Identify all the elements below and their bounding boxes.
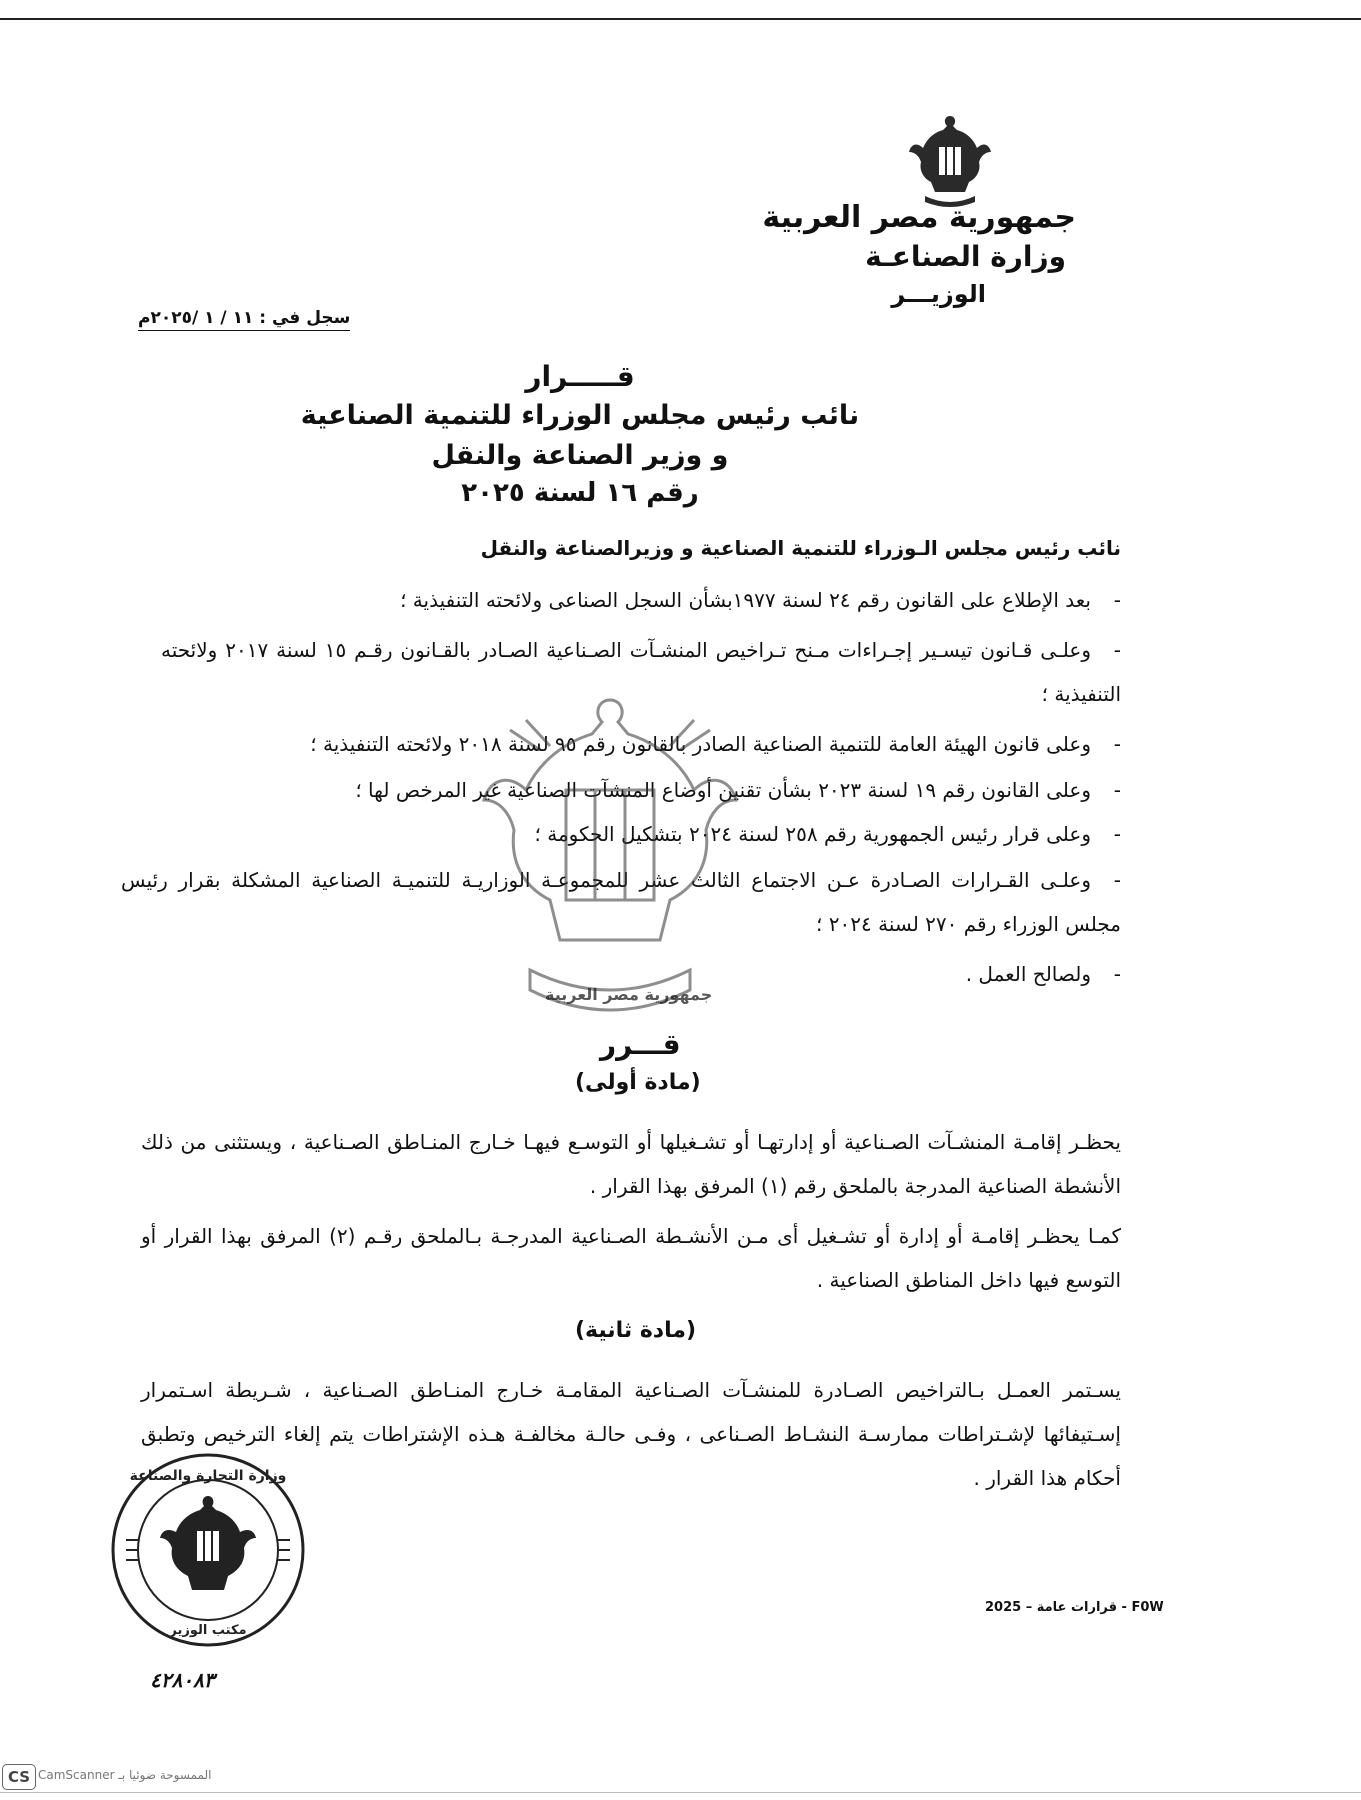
- watermark-caption: جمهورية مصر العربية: [545, 985, 713, 1004]
- preamble-item: [141, 578, 1121, 622]
- decision-number: رقم ١٦ لسنة ٢٠٢٥: [461, 478, 699, 508]
- bullet-dash: -: [1113, 778, 1121, 802]
- bullet-dash: -: [1113, 588, 1121, 612]
- seal-bottom-text: مكتب الوزير: [169, 1623, 247, 1638]
- header-country-name: جمهورية مصر العربية: [762, 200, 1076, 235]
- preamble-item-text: وعلـى القـرارات الصـادرة عـن الاجتماع الثالث عشر للمجموعـة الوزاريـة للتنميـة الصناعية المشكلة بقرار رئيس مجلس الوزراء رقم ٢٧٠ لسنة ٢٠٢٤ ؛: [121, 868, 1121, 936]
- preamble-item-text: ولصالح العمل .: [965, 962, 1091, 986]
- bullet-dash: -: [1113, 822, 1121, 846]
- camscanner-caption: CamScanner الممسوحة ضوئيا بـ: [38, 1768, 212, 1782]
- header-minister-title: الوزيـــر: [891, 280, 986, 308]
- eagle-emblem-icon: [905, 112, 995, 212]
- bullet-dash: -: [1113, 962, 1121, 986]
- bullet-dash: -: [1113, 732, 1121, 756]
- bullet-dash: -: [1113, 868, 1121, 892]
- article-1-paragraph-2: كمـا يحظـر إقامـة أو إدارة أو تشـغيل أى مـن الأنشـطة الصـناعية المدرجـة بـالملحق رقـم (٢) المرفق بهذا القرار أو التوسع فيها داخل المناطق الصناعية .: [141, 1224, 1121, 1292]
- seal-ring-text: وزارة التجارة والصناعة: [129, 1468, 287, 1484]
- preamble-item-text: وعلى القانون رقم ١٩ لسنة ٢٠٢٣ بشأن تقنين أوضاع المنشآت الصناعية غير المرخص لها ؛: [355, 778, 1091, 802]
- decision-title-word: قـــــرار: [525, 360, 635, 393]
- preamble-item-text: وعلى قرار رئيس الجمهورية رقم ٢٥٨ لسنة ٢٠٢٤ بتشكيل الحكومة ؛: [534, 822, 1091, 846]
- top-border-line: [0, 18, 1361, 20]
- preamble-heading: نائب رئيس مجلس الـوزراء للتنمية الصناعية و وزيرالصناعة والنقل: [480, 536, 1121, 560]
- seal-serial-number: ٤٢٨٠٨٣: [150, 1668, 215, 1692]
- bullet-dash: -: [1113, 638, 1121, 662]
- decision-title-line-1: نائب رئيس مجلس الوزراء للتنمية الصناعية: [300, 400, 860, 431]
- ministry-seal-icon: [108, 1450, 308, 1650]
- article-2-heading: (مادة ثانية): [575, 1318, 697, 1343]
- footer-reference-code: قرارات عامة – 2025 - F0W: [985, 1600, 1164, 1615]
- preamble-item-text: وعلـى قـانون تيسـير إجـراءات مـنح تـراخيص المنشـآت الصـناعية الصـادر بالقـانون رقـم ١٥ لسنة ٢٠١٧ ولائحته التنفيذية ؛: [161, 638, 1121, 706]
- eagle-watermark-icon: [470, 690, 750, 1030]
- article-2-paragraph-1: يسـتمر العمـل بـالتراخيص الصـادرة للمنشـآت الصـناعية المقامـة خـارج المنـاطق الصـناعية ، شـريطة اسـتمرار إسـتيفائها لإشـتراطات ممارسـة النشـاط الصـناعى ، وفـى حالـة مخالفـة هـذه الإشتراطات يتم إلغاء الترخيص وتطبق أحكام هذا القرار .: [141, 1378, 1121, 1490]
- article-1-paragraph-1: يحظـر إقامـة المنشـآت الصـناعية أو إدارتهـا أو تشـغيلها أو التوسـع فيهـا خـارج المنـاطق الصـناعية ، ويستثنى من ذلك الأنشطة الصناعية المدرجة بالملحق رقم (١) المرفق بهذا القرار .: [141, 1130, 1121, 1198]
- header-ministry-name: وزارة الصناعـة: [865, 240, 1066, 273]
- preamble-item-text: بعد الإطلاع على القانون رقم ٢٤ لسنة ١٩٧٧بشأن السجل الصناعى ولائحته التنفيذية ؛: [400, 588, 1091, 612]
- bottom-border-line: [0, 1792, 1361, 1793]
- decision-title-line-2: و وزير الصناعة والنقل: [431, 440, 729, 471]
- preamble-item-text: وعلى قانون الهيئة العامة للتنمية الصناعية الصادر بالقانون رقم ٩٥ لسنة ٢٠١٨ ولائحته التنفيذية ؛: [310, 732, 1091, 756]
- article-1-heading: (مادة أولى): [575, 1070, 701, 1095]
- decision-heading: قـــرر: [600, 1028, 681, 1061]
- camscanner-logo-icon: CS: [2, 1764, 36, 1790]
- registration-date: سجل في : ١١ / ١ /٢٠٢٥م: [138, 308, 350, 331]
